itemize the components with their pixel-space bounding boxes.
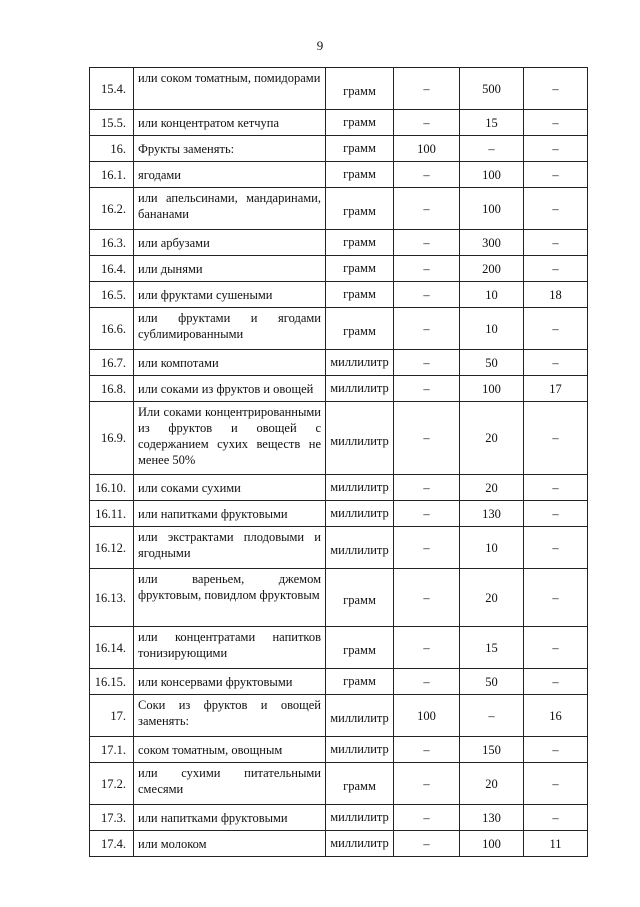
row-value-c: – [524,669,588,695]
substitution-table [89,67,588,857]
row-value-c: – [524,136,588,162]
row-value-c: – [524,402,588,475]
row-value-a: – [394,68,460,110]
row-value-b: 500 [460,68,524,110]
row-name: или напитками фруктовыми [134,501,326,527]
row-number: 17.2. [90,763,134,805]
row-value-a: – [394,475,460,501]
row-unit: грамм [326,188,394,230]
row-number: 15.5. [90,110,134,136]
row-name: ягодами [134,162,326,188]
row-value-a: – [394,308,460,350]
row-unit: грамм [326,230,394,256]
row-unit: миллилитр [326,376,394,402]
row-value-b: 100 [460,831,524,857]
row-number: 16.13. [90,569,134,627]
row-value-a: 100 [394,136,460,162]
row-name: или концентратами напитков тонизирующими [134,627,326,669]
row-value-b: 15 [460,110,524,136]
table-row [90,136,588,162]
row-value-a: – [394,527,460,569]
row-value-c: – [524,188,588,230]
row-value-b: 130 [460,805,524,831]
row-value-c: 11 [524,831,588,857]
row-value-c: – [524,527,588,569]
table-row [90,805,588,831]
row-value-c: – [524,627,588,669]
row-number: 17. [90,695,134,737]
row-number: 16.7. [90,350,134,376]
table-row [90,230,588,256]
row-value-b: 10 [460,308,524,350]
row-number: 16.9. [90,402,134,475]
row-number: 16.2. [90,188,134,230]
row-value-a: 100 [394,695,460,737]
row-value-a: – [394,805,460,831]
row-value-b: 200 [460,256,524,282]
row-unit: грамм [326,669,394,695]
row-number: 16.15. [90,669,134,695]
row-name: или арбузами [134,230,326,256]
row-unit: грамм [326,627,394,669]
row-number: 16.3. [90,230,134,256]
table-row [90,68,588,110]
row-name: или вареньем, джемом фруктовым, повидлом фруктовым [134,569,326,627]
row-value-c: – [524,68,588,110]
row-value-c: – [524,308,588,350]
row-number: 16.4. [90,256,134,282]
row-number: 16.5. [90,282,134,308]
row-unit: миллилитр [326,805,394,831]
table-row [90,627,588,669]
table-row [90,282,588,308]
row-name: соком томатным, овощным [134,737,326,763]
row-number: 16.10. [90,475,134,501]
row-unit: грамм [326,308,394,350]
row-name: или консервами фруктовыми [134,669,326,695]
row-value-a: – [394,831,460,857]
row-name: или фруктами и ягодами сублимированными [134,308,326,350]
table-row [90,763,588,805]
row-value-c: – [524,737,588,763]
row-value-b: 20 [460,569,524,627]
row-name: Соки из фруктов и овощей заменять: [134,695,326,737]
table-row [90,569,588,627]
table-row [90,695,588,737]
row-name: или соком томатным, помидорами [134,68,326,110]
row-value-a: – [394,110,460,136]
row-value-c: – [524,162,588,188]
table-row [90,475,588,501]
row-value-c: – [524,475,588,501]
row-value-a: – [394,569,460,627]
row-name: или соками из фруктов и овощей [134,376,326,402]
row-value-a: – [394,350,460,376]
row-value-b: 50 [460,350,524,376]
row-value-b: 20 [460,475,524,501]
row-unit: грамм [326,110,394,136]
row-name: или экстрактами плодовыми и ягодными [134,527,326,569]
table-row [90,527,588,569]
row-value-c: 17 [524,376,588,402]
row-name: или молоком [134,831,326,857]
row-name: или дынями [134,256,326,282]
row-value-c: – [524,569,588,627]
row-value-b: 100 [460,376,524,402]
row-value-b: – [460,695,524,737]
table-row [90,737,588,763]
row-value-a: – [394,230,460,256]
table-row [90,188,588,230]
row-value-b: 100 [460,188,524,230]
table-row [90,831,588,857]
row-unit: грамм [326,162,394,188]
row-value-a: – [394,188,460,230]
row-value-a: – [394,162,460,188]
row-unit: грамм [326,68,394,110]
row-name: или сухими питательными смесями [134,763,326,805]
row-value-b: 20 [460,402,524,475]
row-value-a: – [394,402,460,475]
row-name: или концентратом кетчупа [134,110,326,136]
row-unit: миллилитр [326,350,394,376]
row-name: Или соками концентрированными из фруктов и овощей с содержанием сухих веществ не менее 50% [134,402,326,475]
row-name: или соками сухими [134,475,326,501]
page-number: 9 [316,38,324,53]
row-number: 15.4. [90,68,134,110]
row-value-a: – [394,669,460,695]
row-number: 17.3. [90,805,134,831]
row-value-a: – [394,256,460,282]
row-value-a: – [394,627,460,669]
row-value-a: – [394,763,460,805]
row-value-b: 300 [460,230,524,256]
row-number: 16.1. [90,162,134,188]
row-value-b: 10 [460,282,524,308]
row-number: 16. [90,136,134,162]
table-row [90,110,588,136]
table-row [90,256,588,282]
row-name: Фрукты заменять: [134,136,326,162]
row-value-b: 100 [460,162,524,188]
row-value-b: 130 [460,501,524,527]
row-name: или напитками фруктовыми [134,805,326,831]
row-value-b: 150 [460,737,524,763]
row-value-b: 20 [460,763,524,805]
row-unit: миллилитр [326,501,394,527]
row-value-c: – [524,230,588,256]
row-value-a: – [394,282,460,308]
row-unit: грамм [326,136,394,162]
row-unit: миллилитр [326,527,394,569]
row-value-b: 15 [460,627,524,669]
row-unit: грамм [326,569,394,627]
row-value-b: – [460,136,524,162]
row-unit: миллилитр [326,475,394,501]
table-row [90,162,588,188]
row-unit: миллилитр [326,695,394,737]
row-name: или апельсинами, мандаринами, бананами [134,188,326,230]
row-number: 17.4. [90,831,134,857]
row-unit: грамм [326,282,394,308]
row-unit: миллилитр [326,737,394,763]
row-name: или фруктами сушеными [134,282,326,308]
row-unit: миллилитр [326,831,394,857]
row-number: 16.12. [90,527,134,569]
row-unit: миллилитр [326,402,394,475]
row-value-c: – [524,110,588,136]
row-value-c: – [524,805,588,831]
row-unit: грамм [326,763,394,805]
table-row [90,376,588,402]
row-value-a: – [394,737,460,763]
row-unit: грамм [326,256,394,282]
row-value-a: – [394,501,460,527]
row-number: 16.11. [90,501,134,527]
table-row [90,402,588,475]
row-value-b: 10 [460,527,524,569]
table-row [90,669,588,695]
row-number: 17.1. [90,737,134,763]
table-row [90,350,588,376]
row-value-b: 50 [460,669,524,695]
table-row [90,308,588,350]
table-body [90,68,588,857]
row-value-a: – [394,376,460,402]
row-number: 16.14. [90,627,134,669]
row-value-c: – [524,350,588,376]
row-value-c: 16 [524,695,588,737]
row-value-c: 18 [524,282,588,308]
row-value-c: – [524,501,588,527]
row-value-c: – [524,763,588,805]
row-name: или компотами [134,350,326,376]
row-value-c: – [524,256,588,282]
row-number: 16.8. [90,376,134,402]
table-row [90,501,588,527]
row-number: 16.6. [90,308,134,350]
